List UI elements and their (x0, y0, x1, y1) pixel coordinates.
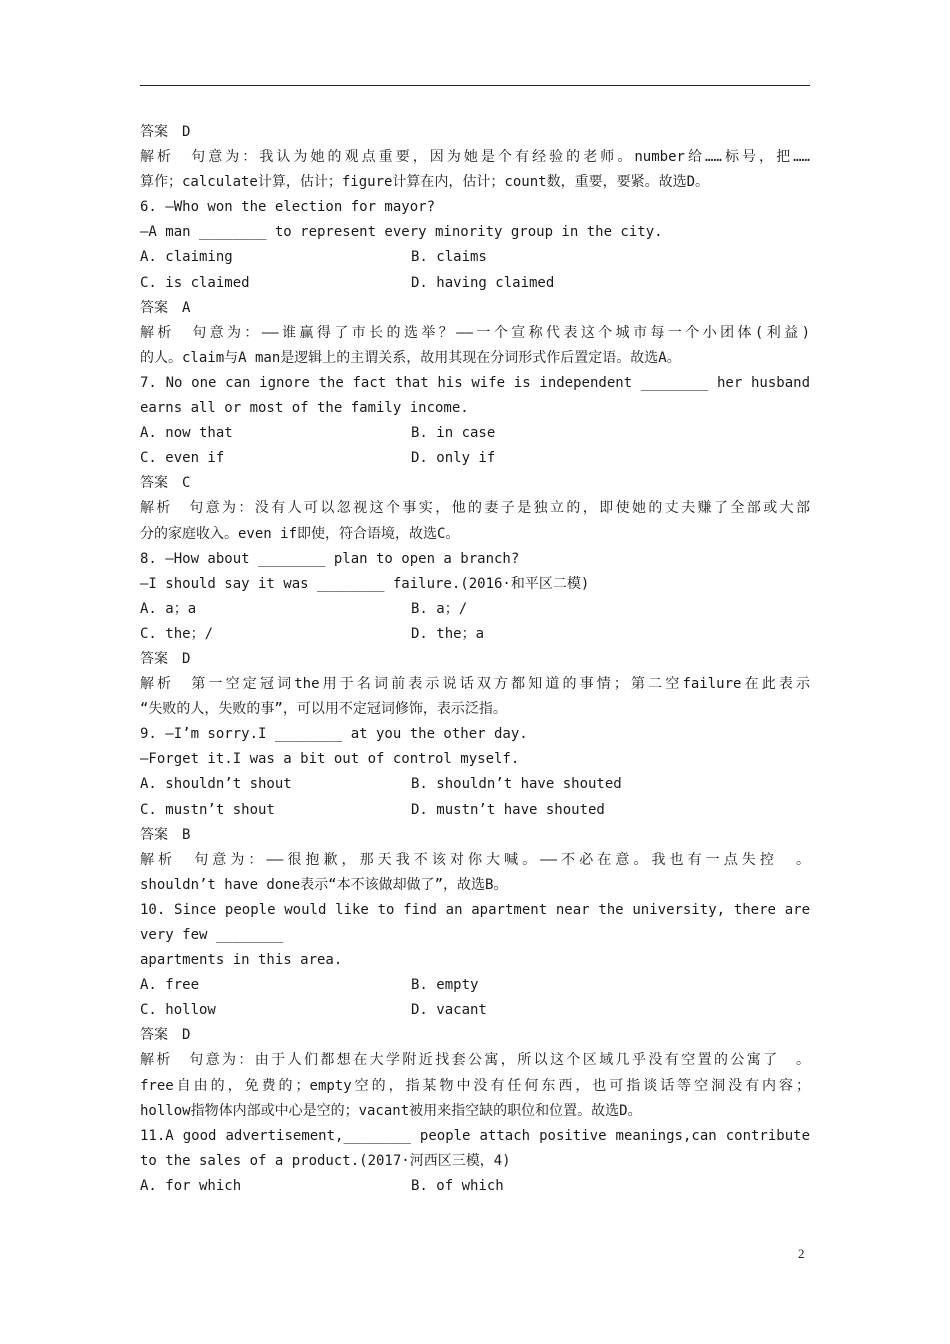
option-right: B. of which (411, 1177, 504, 1194)
answer-options-row (140, 271, 810, 296)
text-line: 分的家庭收入。even if即使，符合语境，故选C。 (140, 525, 460, 542)
header-rule (140, 85, 810, 86)
option-left: A. a；a (140, 600, 197, 617)
answer-options-row (140, 798, 810, 823)
answer-options-row (140, 421, 810, 446)
text-line: 解析 第一空定冠词the用于名词前表示说话双方都知道的事情；第二空failure在此表示 (140, 676, 810, 693)
option-left: A. free (140, 977, 200, 994)
answer-options-row (140, 1174, 810, 1199)
text-line: 10. Since people would like to find an apartment near the university, there are (140, 901, 810, 918)
answer-options-row (140, 245, 810, 270)
answer-options-row (140, 772, 810, 797)
option-right: D. vacant (411, 1002, 487, 1019)
text-line: 9. —I’m sorry.I ________ at you the other day. (140, 726, 528, 743)
option-right: D. the；a (411, 625, 485, 642)
text-line: 11.A good advertisement,________ people attach positive meanings,can contribute (140, 1127, 810, 1144)
answer-options-row (140, 998, 810, 1023)
option-right: B. shouldn’t have shouted (411, 776, 622, 793)
answer-options-row (140, 597, 810, 622)
text-line: 答案 D (140, 1027, 191, 1044)
option-left: A. for which (140, 1177, 242, 1194)
option-left: C. hollow (140, 1002, 216, 1019)
text-line: “失败的人，失败的事”，可以用不定冠词修饰，表示泛指。 (140, 701, 507, 718)
text-line: 8. —How about ________ plan to open a branch? (140, 550, 520, 567)
text-line: 答案 A (140, 299, 191, 316)
answer-options-row (140, 446, 810, 471)
text-line: 7. No one can ignore the fact that his wife is independent ________ her husband (140, 374, 810, 391)
answer-options-row (140, 622, 810, 647)
text-line: 解析 句意为：——谁赢得了市长的选举？——一个宣称代表这个城市每一个小团体(利益) (140, 324, 810, 341)
text-line: —I should say it was ________ failure.(2016·和平区二模) (140, 575, 590, 592)
text-line: earns all or most of the family income. (140, 400, 469, 417)
text-line: 的人。claim与A man是逻辑上的主谓关系，故用其现在分词形式作后置定语。故选A。 (140, 349, 681, 366)
text-line: 答案 B (140, 826, 191, 843)
text-line: —Forget it.I was a bit out of control myself. (140, 751, 520, 768)
option-right: B. claims (411, 249, 487, 266)
text-line: 算作；calculate计算，估计；figure计算在内，估计；count数，重要，要紧。故选D。 (140, 174, 710, 191)
text-line: 答案 D (140, 650, 191, 667)
option-left: C. even if (140, 450, 225, 467)
text-line: 解析 句意为：由于人们都想在大学附近找套公寓，所以这个区域几乎没有空置的公寓了 。 (140, 1052, 810, 1069)
option-right: B. a；/ (411, 600, 468, 617)
text-line: hollow指物体内部或中心是空的；vacant被用来指空缺的职位和位置。故选D。 (140, 1102, 642, 1119)
option-right: B. in case (411, 425, 496, 442)
text-line: —A man ________ to represent every minority group in the city. (140, 224, 663, 241)
text-line: 解析 句意为：没有人可以忽视这个事实，他的妻子是独立的，即使她的丈夫赚了全部或大部 (140, 500, 810, 517)
option-left: C. is claimed (140, 274, 250, 291)
option-left: A. now that (140, 425, 233, 442)
text-line: free自由的，免费的；empty空的，指某物中没有任何东西，也可指谈话等空洞没有内容； (140, 1077, 810, 1094)
text-line: shouldn’t have done表示“本不该做却做了”，故选B。 (140, 876, 508, 893)
option-right: B. empty (411, 977, 479, 994)
text-line: very few ________ (140, 927, 284, 943)
option-left: C. mustn’t shout (140, 801, 275, 818)
text-line: 答案 D (140, 124, 191, 140)
text-line: to the sales of a product.(2017·河西区三模，4) (140, 1152, 511, 1169)
option-left: C. the；/ (140, 625, 214, 642)
text-line: 解析 句意为：——很抱歉，那天我不该对你大喊。——不必在意。我也有一点失控 。 (140, 851, 810, 868)
page-number: 2 (798, 1246, 805, 1261)
text-line: 6. —Who won the election for mayor? (140, 199, 436, 216)
option-right: D. having claimed (411, 274, 555, 291)
text-line: apartments in this area. (140, 952, 343, 969)
document-body (140, 120, 810, 1199)
option-left: A. shouldn’t shout (140, 776, 292, 793)
option-right: D. only if (411, 450, 496, 467)
answer-options-row (140, 973, 810, 998)
text-line: 答案 C (140, 475, 191, 492)
option-left: A. claiming (140, 249, 233, 266)
option-right: D. mustn’t have shouted (411, 801, 605, 818)
text-line: 解析 句意为：我认为她的观点重要，因为她是个有经验的老师。number给……标号，把…… (140, 149, 810, 166)
